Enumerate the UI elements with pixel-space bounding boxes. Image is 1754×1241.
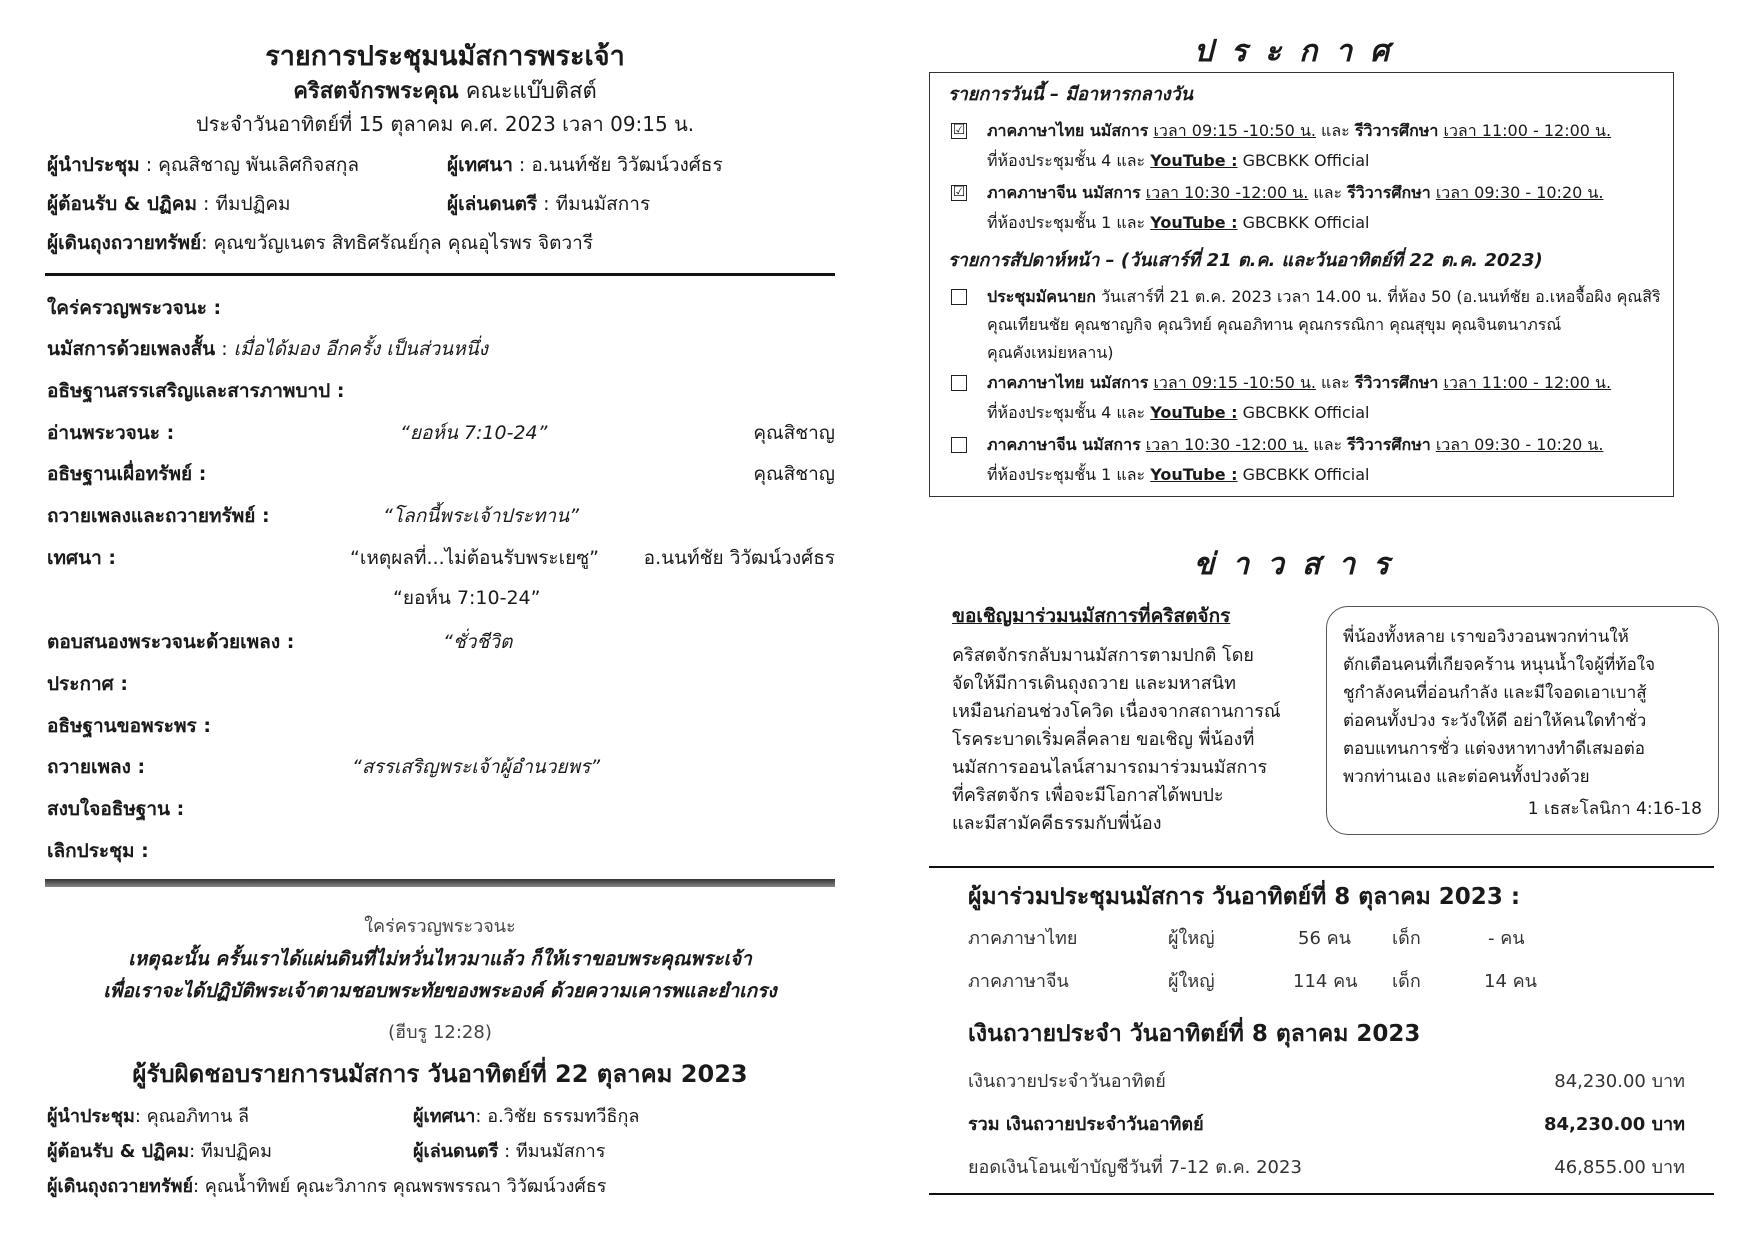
callout-line: ตักเตือนคนที่เกียจคร้าน หนุนน้ำใจผู้ที่ท้อใจ xyxy=(1343,655,1656,675)
invite-line: เหมือนก่อนช่วงโควิด เนื่องจากสถานการณ์ xyxy=(952,701,1281,722)
invite-line: จัดให้มีการเดินถุงถวาย และมหาสนิท xyxy=(952,673,1236,694)
verse-line-2: เพื่อเราจะได้ปฏิบัติพระเจ้าตามชอบพระทัยของพระองค์ ด้วยความเคารพและยำเกรง xyxy=(103,980,777,1002)
order-worship-songs: นมัสการด้วยเพลงสั้น : เมื่อได้มอง อีกครั้ง เป็นส่วนหนึ่ง xyxy=(47,338,488,360)
role-offering: ผู้เดินถุงถวายทรัพย์: คุณขวัญเนตร สิทธิศรัณย์กุล คุณอุไรพร จิตวารี xyxy=(47,232,594,254)
role-leader: ผู้นำประชุม : คุณสิชาญ พันเลิศกิจสกุล xyxy=(47,154,359,176)
announce-box xyxy=(929,72,1674,497)
today-chinese-line-1: ภาคภาษาจีน นมัสการ เวลา 10:30 -12:00 น. และ รีวิวารศึกษา เวลา 09:30 - 10:20 น. xyxy=(987,183,1604,202)
today-chinese-line-2: ที่ห้องประชุมชั้น 1 และ YouTube : GBCBKK Official xyxy=(987,213,1370,232)
invite-line: คริสตจักรกลับมานมัสการตามปกติ โดย xyxy=(952,645,1254,666)
role-music: ผู้เล่นดนตรี : ทีมนมัสการ xyxy=(447,193,651,215)
order-response-song-title: “ชั่วชีวิต xyxy=(443,631,513,653)
transfer-row-amount: 46,855.00 บาท xyxy=(1554,1157,1685,1178)
verse-reference: (ฮีบรู 12:28) xyxy=(388,1022,492,1043)
attendance-title: ผู้มาร่วมประชุมนมัสการ วันอาทิตย์ที่ 8 ตุลาคม 2023 : xyxy=(968,884,1521,910)
order-praise-prayer: อธิษฐานสรรเสริญและสารภาพบาป : xyxy=(47,380,345,402)
next-music: ผู้เล่นดนตรี : ทีมนมัสการ xyxy=(413,1141,606,1162)
attendance-children-thai: - คน xyxy=(1488,928,1525,949)
order-song-offering-title: “โลกนี้พระเจ้าประทาน” xyxy=(383,505,579,527)
order-sermon-passage: “ยอห์น 7:10-24” xyxy=(393,587,541,609)
order-offering-prayer-person: คุณสิชาญ xyxy=(753,463,835,485)
order-reading-person: คุณสิชาญ xyxy=(753,422,835,444)
order-benediction-prayer: อธิษฐานขอพระพร : xyxy=(47,715,211,737)
attendance-child-label: เด็ก xyxy=(1392,971,1421,992)
attendance-children-chinese: 14 คน xyxy=(1484,971,1537,992)
callout-text xyxy=(1343,623,1655,791)
offering-row-label: เงินถวายประจำวันอาทิตย์ xyxy=(968,1071,1166,1092)
next-usher: ผู้ต้อนรับ & ปฏิคม: ทีมปฏิคม xyxy=(47,1141,273,1162)
attendance-group-thai: ภาคภาษาไทย xyxy=(968,928,1078,949)
verse-callout xyxy=(1326,606,1719,835)
attendance-adult-label: ผู้ใหญ่ xyxy=(1168,971,1215,992)
order-reading-label: อ่านพระวจนะ : xyxy=(47,422,175,444)
church-name-bold: คริสตจักรพระคุณ xyxy=(293,79,459,104)
callout-line: ตอบแทนการชั่ว แต่จงหาทางทำดีเสมอต่อ xyxy=(1343,739,1645,759)
attendance-child-label: เด็ก xyxy=(1392,928,1421,949)
verse-label: ใคร่ครวญพระวจนะ xyxy=(364,916,516,937)
today-heading: รายการวันนี้ – มีอาหารกลางวัน xyxy=(948,84,1193,105)
service-date: ประจำวันอาทิตย์ที่ 15 ตุลาคม ค.ศ. 2023 เวลา 09:15 น. xyxy=(195,112,695,136)
divider-attendance-top xyxy=(929,866,1714,868)
checkbox-checked-icon: ☑ xyxy=(952,122,966,138)
next-chinese-line-1: ภาคภาษาจีน นมัสการ เวลา 10:30 -12:00 น. และ รีวิวารศึกษา เวลา 09:30 - 10:20 น. xyxy=(987,435,1604,454)
transfer-row-label: ยอดเงินโอนเข้าบัญชีวันที่ 7-12 ต.ค. 2023 xyxy=(968,1157,1302,1178)
divider-bottom xyxy=(45,879,835,887)
invite-text xyxy=(952,642,1281,838)
offering-title: เงินถวายประจำ วันอาทิตย์ที่ 8 ตุลาคม 2023 xyxy=(968,1021,1421,1047)
order-special-song-label: ถวายเพลง : xyxy=(47,756,146,778)
checkbox-empty-icon xyxy=(951,289,967,305)
church-denomination: คณะแบ๊บติสต์ xyxy=(458,79,597,104)
bulletin-title: รายการประชุมนมัสการพระเจ้า xyxy=(265,41,625,72)
order-dismissal: เลิกประชุม : xyxy=(47,840,149,862)
order-special-song-title: “สรรเสริญพระเจ้าผู้อำนวยพร” xyxy=(352,756,601,778)
order-response-song-label: ตอบสนองพระวจนะด้วยเพลง : xyxy=(47,631,295,653)
callout-line: ต่อคนทั้งปวง ระวังให้ดี อย่าให้คนใดทำชั่ว xyxy=(1343,711,1647,731)
callout-line: ชูกำลังคนที่อ่อนกำลัง และมีใจอดเอาเบาสู้ xyxy=(1343,683,1647,703)
offering-total-label: รวม เงินถวายประจำวันอาทิตย์ xyxy=(968,1114,1204,1135)
next-preacher: ผู้เทศนา: อ.วิชัย ธรรมทวีธิกุล xyxy=(413,1106,640,1127)
order-sermon-preacher: อ.นนท์ชัย วิวัฒน์วงศ์ธร xyxy=(643,547,835,569)
attendance-adult-label: ผู้ใหญ่ xyxy=(1168,928,1215,949)
role-usher: ผู้ต้อนรับ & ปฏิคม : ทีมปฏิคม xyxy=(47,193,291,215)
deacon-meeting-line-3: คุณคังเหม่ยหลาน) xyxy=(987,343,1114,362)
next-leader: ผู้นำประชุม: คุณอภิทาน ลี xyxy=(47,1106,250,1127)
divider-top xyxy=(45,273,835,276)
next-chinese-line-2: ที่ห้องประชุมชั้น 1 และ YouTube : GBCBKK Official xyxy=(987,465,1370,484)
deacon-meeting-line-1: ประชุมมัคนายก วันเสาร์ที่ 21 ต.ค. 2023 เวลา 14.00 น. ที่ห้อง 50 (อ.นนท์ชัย อ.เหอจื้อผิง คุณสิริ xyxy=(987,287,1661,306)
offering-row-amount: 84,230.00 บาท xyxy=(1554,1071,1685,1092)
order-offering-prayer: อธิษฐานเผื่อทรัพย์ : xyxy=(47,463,207,485)
next-thai-line-2: ที่ห้องประชุมชั้น 4 และ YouTube : GBCBKK Official xyxy=(987,403,1370,422)
order-announcements: ประกาศ : xyxy=(47,673,128,695)
callout-reference: 1 เธสะโลนิกา 4:16-18 xyxy=(1527,799,1702,819)
order-call-to-worship: ใคร่ครวญพระวจนะ : xyxy=(47,297,222,319)
deacon-meeting-line-2: คุณเทียนชัย คุณชาญกิจ คุณวิทย์ คุณอภิทาน คุณกรรณิกา คุณสุขุม คุณจินตนาภรณ์ xyxy=(987,315,1562,334)
order-song-offering-label: ถวายเพลงและถวายทรัพย์ : xyxy=(47,505,270,527)
next-offering: ผู้เดินถุงถวายทรัพย์: คุณน้ำทิพย์ คุณะวิภากร คุณพรพรรณา วิวัฒน์วงศ์ธร xyxy=(47,1176,607,1197)
news-title: ข่าวสาร xyxy=(1193,547,1408,582)
today-thai-line-1: ภาคภาษาไทย นมัสการ เวลา 09:15 -10:50 น. และ รีวิวารศึกษา เวลา 11:00 - 12:00 น. xyxy=(987,121,1612,140)
church-name xyxy=(45,73,845,108)
divider-offering-bottom xyxy=(929,1193,1714,1195)
next-week-title: ผู้รับผิดชอบรายการนมัสการ วันอาทิตย์ที่ 22 ตุลาคม 2023 xyxy=(132,1060,748,1088)
invite-heading: ขอเชิญมาร่วมนมัสการที่คริสตจักร xyxy=(952,605,1231,627)
callout-line: พวกท่านเอง และต่อคนทั้งปวงด้วย xyxy=(1343,767,1590,787)
invite-line: โรคระบาดเริ่มคลี่คลาย ขอเชิญ พี่น้องที่ xyxy=(952,729,1255,750)
today-thai-line-2: ที่ห้องประชุมชั้น 4 และ YouTube : GBCBKK Official xyxy=(987,151,1370,170)
attendance-adults-chinese: 114 คน xyxy=(1293,971,1358,992)
order-quiet-prayer: สงบใจอธิษฐาน : xyxy=(47,798,185,820)
order-reading-passage: “ยอห์น 7:10-24” xyxy=(400,422,548,444)
verse-line-1: เหตุฉะนั้น ครั้นเราได้แผ่นดินที่ไม่หวั่นไหวมาแล้ว ก็ให้เราขอบพระคุณพระเจ้า xyxy=(128,948,752,970)
attendance-adults-thai: 56 คน xyxy=(1298,928,1351,949)
announce-title: ประกาศ xyxy=(1193,34,1408,69)
next-thai-line-1: ภาคภาษาไทย นมัสการ เวลา 09:15 -10:50 น. และ รีวิวารศึกษา เวลา 11:00 - 12:00 น. xyxy=(987,373,1612,392)
offering-total-amount: 84,230.00 บาท xyxy=(1543,1114,1685,1135)
role-preacher: ผู้เทศนา : อ.นนท์ชัย วิวัฒน์วงศ์ธร xyxy=(447,154,723,176)
order-sermon-label: เทศนา : xyxy=(47,547,116,569)
callout-line: พี่น้องทั้งหลาย เราขอวิงวอนพวกท่านให้ xyxy=(1343,627,1629,647)
checkbox-empty-icon xyxy=(951,437,967,453)
checkbox-empty-icon xyxy=(951,375,967,391)
invite-line: นมัสการออนไลน์สามารถมาร่วมนมัสการ xyxy=(952,757,1268,778)
order-sermon-title: “เหตุผลที่...ไม่ต้อนรับพระเยซู” xyxy=(350,547,600,569)
next-week-heading: รายการสัปดาห์หน้า – (วันเสาร์ที่ 21 ต.ค. และวันอาทิตย์ที่ 22 ต.ค. 2023) xyxy=(948,250,1543,271)
attendance-group-chinese: ภาคภาษาจีน xyxy=(968,971,1069,992)
checkbox-checked-icon: ☑ xyxy=(952,184,966,200)
invite-line: และมีสามัคคีธรรมกับพี่น้อง xyxy=(952,813,1162,834)
invite-line: ที่คริสตจักร เพื่อจะมีโอกาสได้พบปะ xyxy=(952,785,1224,806)
